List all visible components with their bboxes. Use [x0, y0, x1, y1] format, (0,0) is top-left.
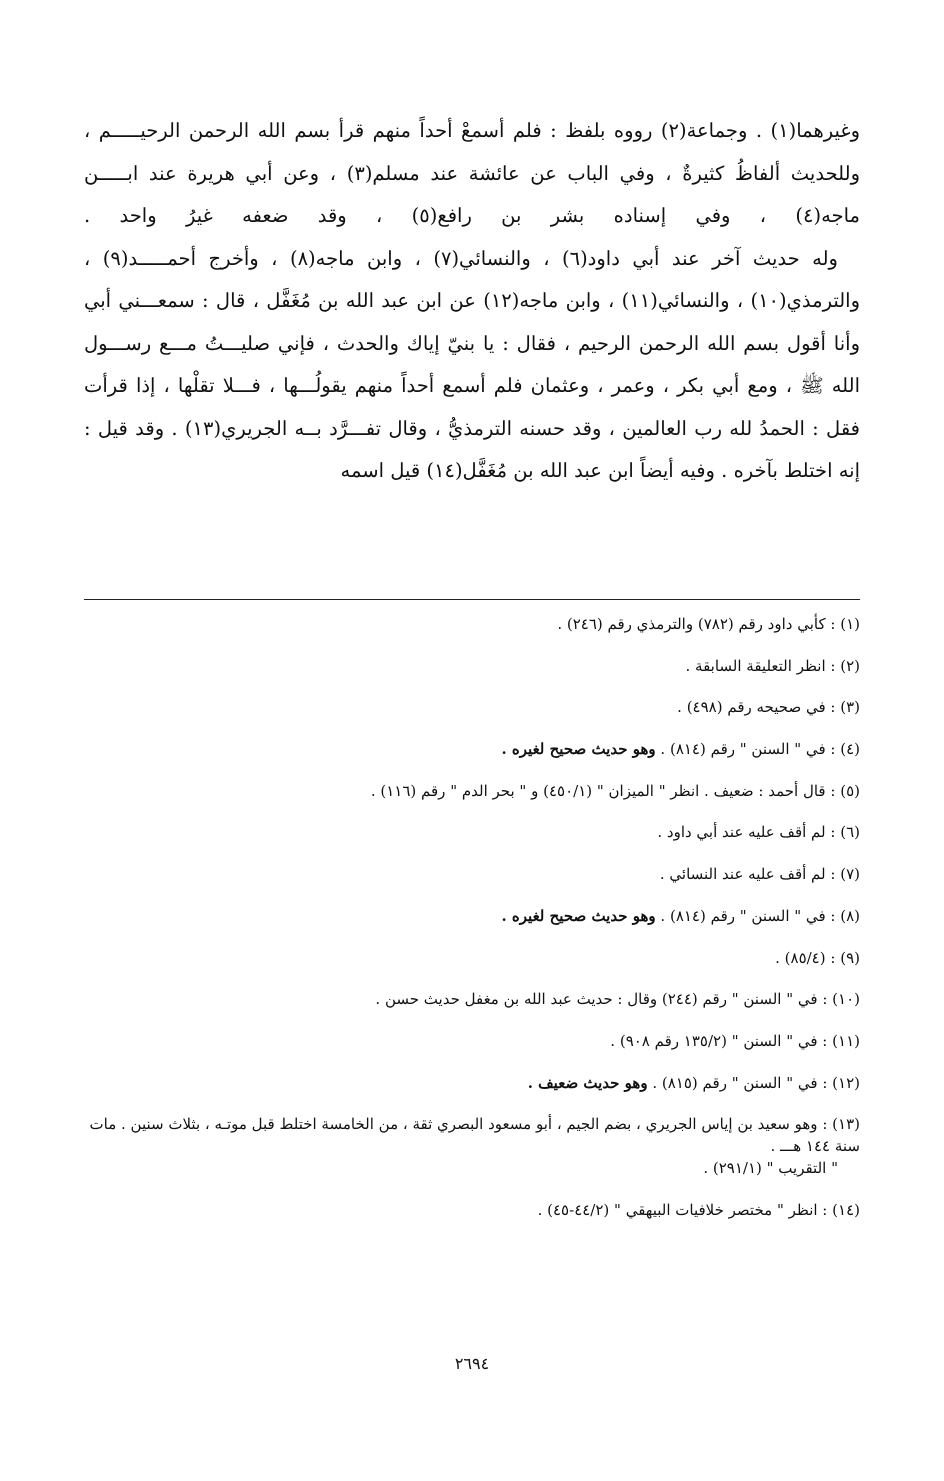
- footnote-grade: وهو حديث صحيح لغيره .: [501, 740, 656, 759]
- footnote-7: (٧) : لم أقف عليه عند النسائي .: [659, 865, 860, 884]
- footnote-1: (١) : كأبي داود رقم (٧٨٢) والترمذي رقم (٢٤٦) .: [557, 615, 860, 633]
- footnote-12: (١٢) : في " السنن " رقم (٨١٥) . وهو حديث ضعيف .: [527, 1073, 860, 1092]
- footnote-5: (٥) : قال أحمد : ضعيف . انظر " الميزان " (٤٥٠/١) و " بحر الدم " رقم (١١٦) .: [370, 781, 860, 800]
- footnote-10: (١٠) : في " السنن " رقم (٢٤٤) وقال : حديث عبد الله بن مغفل حديث حسن .: [375, 990, 860, 1009]
- footnote-8: (٨) : في " السنن " رقم (٨١٤) . وهو حديث صحيح لغيره .: [501, 906, 860, 925]
- paragraph-1: وغيرهما(١) . وجماعة(٢) رووه بلفظ : فلم أسمعْ أحداً منهم قرأ بسم الله الرحمن الرحيـــــم ، وللحديث ألفاظُ كثيرةٌ ، وفي الباب عن عائشة عند مسلم(٣) ، وعن أبي هريرة عند ابـــــن ماجه(٤) ، وفي إسناده بشر بن رافع(٥) ، وقد ضعفه غيرُ واحد .: [84, 119, 860, 227]
- footnote-3: (٣) : في صحيحه رقم (٤٩٨) .: [677, 698, 860, 717]
- main-text: [84, 110, 860, 493]
- paragraph-2: وله حديث آخر عند أبي داود(٦) ، والنسائي(٧) ، وابن ماجه(٨) ، وأخرج أحمـــــد(٩) ، والترمذي(١٠) ، والنسائي(١١) ، وابن ماجه(١٢) عن ابن عبد الله بن مُغَفَّل ، قال : سمعـــني أبي وأنا أقول بسم الله الرحمن الرحيم ، فقال : يا بنيّ إياك والحدث ، فإني صليـــتُ مـــع رســـول الله ﷺ ، ومع أبي بكر ، وعمر ، وعثمان فلم أسمع أحداً منهم يقولُـــها ، فـــلا تقلْها ، إذا قرأت فقل : الحمدُ لله رب العالمين ، وقد حسنه الترمذيُّ ، وقال تفـــرَّد بــه الجريري(١٣) . وقد قيل : إنه اختلط بآخره . وفيه أيضاً ابن عبد الله بن مُغَفَّل(١٤) قيل اسمه: [84, 246, 861, 482]
- footnote-14: (١٤) : انظر " مختصر خلافيات البيهقي " (٤٤/٢-٤٥) .: [537, 1200, 860, 1219]
- footnote-13-source: " التقريب " (٢٩١/١) .: [703, 1159, 838, 1178]
- footnotes: [84, 613, 860, 1241]
- footnote-grade: وهو حديث ضعيف .: [527, 1073, 648, 1092]
- footnote-9: (٩) : (٨٥/٤) .: [775, 948, 860, 967]
- footnote-11: (١١) : في " السنن " (١٣٥/٢ رقم ٩٠٨) .: [610, 1031, 860, 1050]
- footnote-4: (٤) : في " السنن " رقم (٨١٤) . وهو حديث صحيح لغيره .: [501, 740, 860, 759]
- page-number: ٢٦٩٤: [454, 1354, 490, 1373]
- footnote-13: (١٣) : وهو سعيد بن إياس الجريري ، بضم الجيم ، أبو مسعود البصري ثقة ، من الخامسة اختلط قبل موتـه ، بثلاث سنين . مات سنة ١٤٤ هـــ . " التقريب " (٢٩١/١) .: [84, 1113, 860, 1179]
- footnote-divider: [84, 599, 860, 600]
- footnote-grade: وهو حديث صحيح لغيره .: [501, 906, 656, 925]
- footnote-2: (٢) : انظر التعليقة السابقة .: [685, 656, 860, 675]
- footnote-6: (٦) : لم أقف عليه عند أبي داود .: [657, 823, 860, 842]
